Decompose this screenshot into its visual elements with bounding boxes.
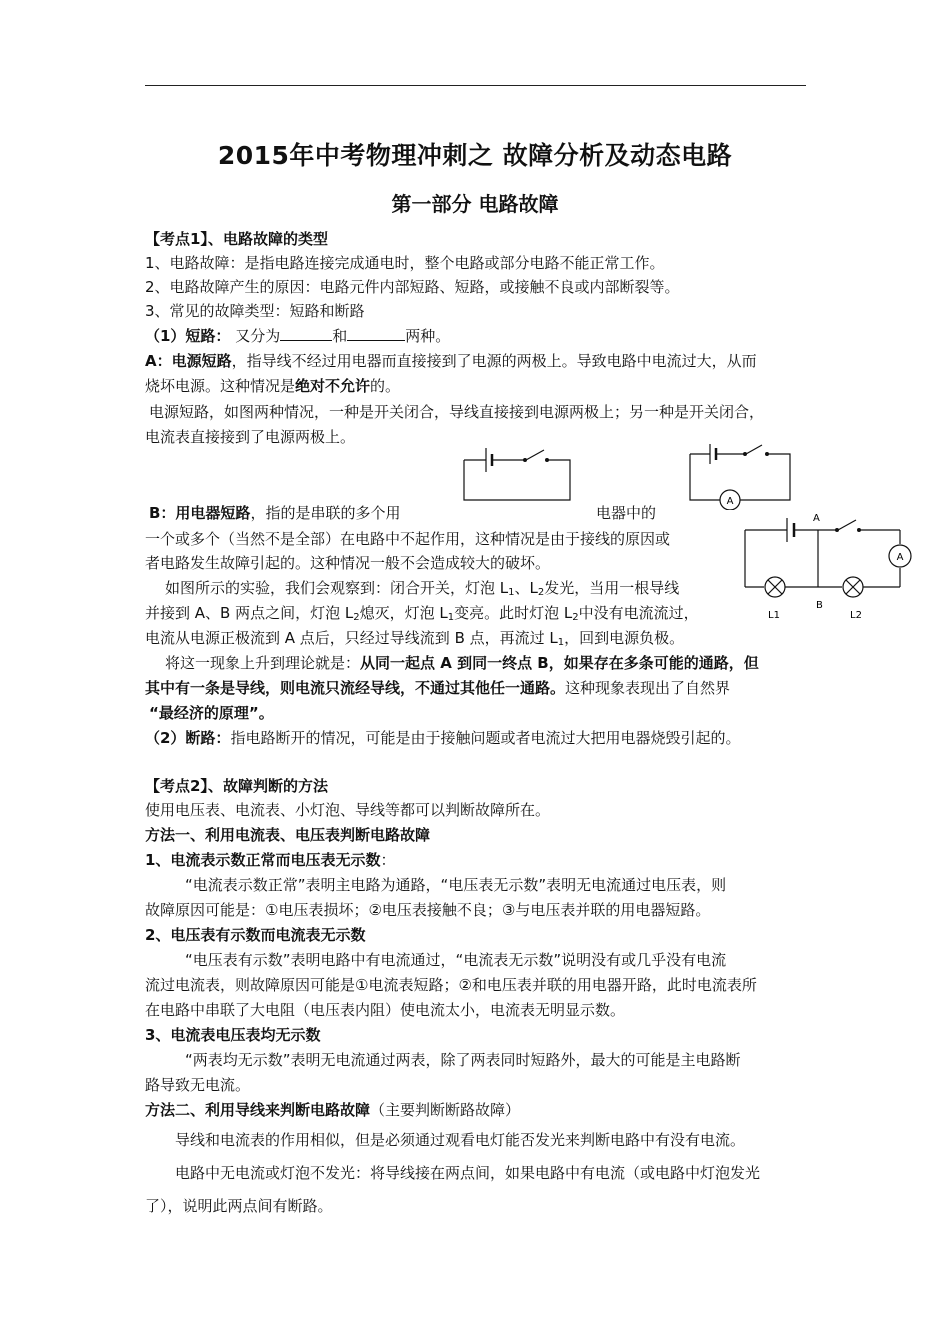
short-prefix: （1）短路： <box>145 327 231 345</box>
ammeter-label-3: A <box>896 552 904 563</box>
method2-line3: 了），说明此两点间有断路。 <box>145 1197 333 1215</box>
b-label: B：用电器短路 <box>149 504 251 522</box>
power-short-diagram-2 <box>686 442 796 510</box>
kp2-intro: 使用电压表、电流表、小灯泡、导线等都可以判断故障所在。 <box>145 801 551 819</box>
switch-pivot <box>523 458 527 462</box>
a-text2: 烧坏电源。这种情况是 <box>145 377 296 395</box>
theory-line2: 其中有一条是导线，则电流只流经导线，不通过其他任一通路。这种现象表现出了自然界 <box>145 679 731 697</box>
method2-line2: 电路中无电流或灯泡不发光：将导线接在两点间，如果电路中有电流（或电路中灯泡发光 <box>175 1164 761 1182</box>
b-line1 <box>149 503 400 523</box>
theory-line3: “最经济的原理”。 <box>149 704 274 722</box>
kp2-heading: 【考点2】、故障判断的方法 <box>145 777 328 795</box>
kp1-item1: 1、电路故障：是指电路连接完成通电时，整个电路或部分电路不能正常工作。 <box>145 254 665 272</box>
part1-title: 第一部分 电路故障 <box>391 192 559 216</box>
method2-line1: 导线和电流表的作用相似，但是必须通过观看电灯能否发光来判断电路中有没有电流。 <box>175 1131 746 1149</box>
case2-line3: 在电路中串联了大电阻（电压表内阻）使电流太小，电流表无明显示数。 <box>145 1001 626 1019</box>
point-b-label: B <box>816 600 823 611</box>
lamp2-label: L2 <box>850 610 862 621</box>
blank-1 <box>280 326 332 341</box>
point-a-label: A <box>813 513 820 524</box>
method1-title: 方法一、利用电流表、电压表判断电路故障 <box>145 826 431 844</box>
method2-title: 方法二、利用导线来判断电路故障（主要判断断路故障） <box>145 1101 521 1119</box>
exp-line1: 如图所示的实验，我们会观察到：闭合开关，灯泡 $L_1$、$L_2$发光，当用一根导线 <box>165 579 680 598</box>
kp1-item3: 3、常见的故障类型：短路和断路 <box>145 302 365 320</box>
diagram1-wire <box>464 460 570 500</box>
b-line1-tail: 电器中的 <box>596 504 657 522</box>
appliance-short-diagram <box>740 508 915 626</box>
open-circuit-line: （2）断路：指电路断开的情况，可能是由于接触问题或者电流过大把用电器烧毁引起的。 <box>145 729 741 747</box>
switch-lever <box>526 450 544 460</box>
power-short-line1: 电源短路，如图两种情况，一种是开关闭合，导线直接接到电源两极上；另一种是开关闭合， <box>149 403 765 421</box>
theory-line1: 将这一现象上升到理论就是：从同一起点 A 到同一终点 B，如果存在多条可能的通路，但 <box>165 654 759 672</box>
b-line3: 者电路发生故障引起的。这种情况一般不会造成较大的破坏。 <box>145 554 551 572</box>
case3-title: 3、电流表电压表均无示数 <box>145 1026 321 1044</box>
header-rule <box>145 85 806 86</box>
case1-title: 1、电流表示数正常而电压表无示数： <box>145 851 396 869</box>
ammeter-label: A <box>726 496 734 507</box>
case1-line2: 故障原因可能是：①电压表损坏；②电压表接触不良；③与电压表并联的用电器短路。 <box>145 901 711 919</box>
case2-line1: “电压表有示数”表明电路中有电流通过，“电流表无示数”说明没有或几乎没有电流 <box>185 951 727 969</box>
short-text3: 两种。 <box>405 327 451 345</box>
kp1-item2: 2、电路故障产生的原因：电路元件内部短路、短路，或接触不良或内部断裂等。 <box>145 278 680 296</box>
power-short-diagram-1 <box>460 440 575 506</box>
power-short-line2: 电流表直接接到了电源两极上。 <box>145 428 356 446</box>
case3-line2: 路导致无电流。 <box>145 1076 251 1094</box>
blank-2 <box>347 326 405 341</box>
switch-contact <box>545 458 549 462</box>
a-line1 <box>145 351 757 371</box>
short-circuit-line <box>145 326 450 346</box>
exp-line2: 并接到 A、B 两点之间，灯泡 $L_2$熄灭，灯泡 $L_1$变亮。此时灯泡 $L_2$中没有电流流过， <box>145 604 699 623</box>
case2-line2: 流过电流表，则故障原因可能是①电流表短路；②和电压表并联的用电器开路，此时电流表所 <box>145 976 757 994</box>
b-line2: 一个或多个（当然不是全部）在电路中不起作用，这种情况是由于接线的原因或 <box>145 530 671 548</box>
a-text1: ，指导线不经过用电器而直接接到了电源的两极上。导致电路中电流过大，从而 <box>231 352 757 370</box>
short-text2: 和 <box>332 327 348 345</box>
lamp1-label: L1 <box>768 610 780 621</box>
case1-line1: “电流表示数正常”表明主电路为通路，“电压表无示数”表明无电流通过电压表，则 <box>185 876 727 894</box>
case3-line1: “两表均无示数”表明无电流通过两表，除了两表同时短路外，最大的可能是主电路断 <box>185 1051 741 1069</box>
a-bold: 绝对不允许 <box>295 377 371 395</box>
exp-line3: 电流从电源正极流到 A 点后，只经过导线流到 B 点，再流过 $L_1$，回到电源负极。 <box>145 629 685 648</box>
case2-title: 2、电压表有示数而电流表无示数 <box>145 926 366 944</box>
short-text1: 又分为 <box>235 327 281 345</box>
page-title: 2015年中考物理冲刺之 故障分析及动态电路 <box>217 141 733 170</box>
b-text1: ，指的是串联的多个用 <box>250 504 401 522</box>
a-line2 <box>145 376 400 396</box>
a-label: A：电源短路 <box>145 352 232 370</box>
kp1-heading: 【考点1】、电路故障的类型 <box>145 230 328 248</box>
a-text3: 的。 <box>370 377 401 395</box>
